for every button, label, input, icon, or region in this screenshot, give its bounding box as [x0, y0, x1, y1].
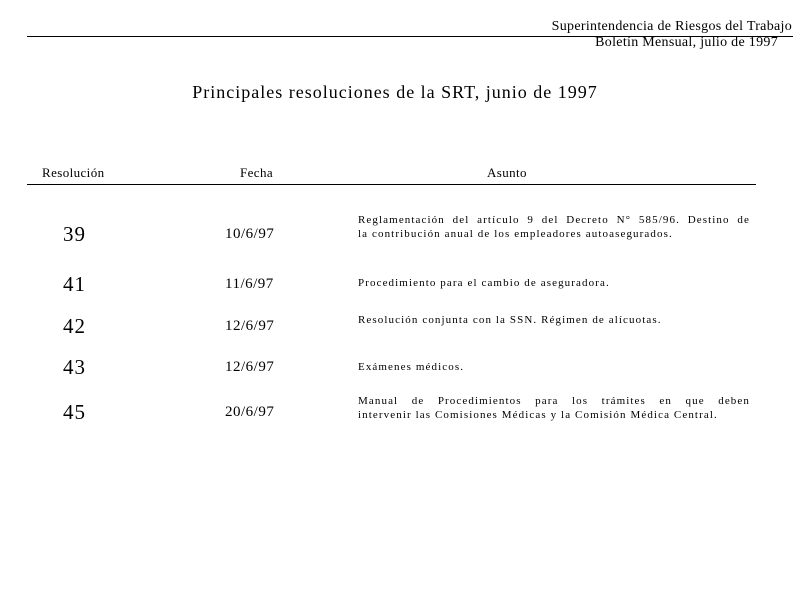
resolution-subject — [358, 394, 750, 422]
resolution-subject-line: Resolución conjunta con la SSN. Régimen de alícuotas. — [358, 314, 662, 326]
header-bulletin: Boletín Mensual, julio de 1997 — [595, 35, 778, 50]
resolution-date: 10/6/97 — [225, 226, 275, 242]
column-header-asunto: Asunto — [487, 165, 527, 180]
header-organization: Superintendencia de Riesgos del Trabajo — [551, 19, 792, 34]
table-header-divider — [27, 184, 756, 185]
resolution-date: 20/6/97 — [225, 404, 275, 420]
resolution-subject — [358, 360, 750, 374]
column-header-fecha: Fecha — [240, 165, 274, 180]
resolution-number: 42 — [63, 314, 86, 338]
page-title — [0, 81, 800, 103]
resolution-number: 39 — [63, 222, 86, 246]
resolution-subject — [358, 313, 750, 327]
resolution-subject-line: intervenir las Comisiones Médicas y la Comisión Médica Central. — [358, 409, 718, 421]
resolution-number: 43 — [63, 355, 86, 379]
resolution-date: 12/6/97 — [225, 359, 275, 375]
resolution-subject — [358, 213, 750, 241]
resolution-subject-line: Exámenes médicos. — [358, 361, 465, 373]
resolution-subject — [358, 276, 750, 290]
resolution-subject-line: Procedimiento para el cambio de aseguradora. — [358, 277, 610, 289]
resolution-date: 11/6/97 — [225, 276, 274, 292]
resolution-number: 45 — [63, 400, 86, 424]
resolution-date: 12/6/97 — [225, 318, 275, 334]
resolution-subject-line: Reglamentación del artículo 9 del Decreto N° 585/96. Destino de — [358, 214, 750, 226]
resolution-number: 41 — [63, 272, 86, 296]
page-title-text: Principales resoluciones de la SRT, junio de 1997 — [192, 82, 598, 102]
column-header-resolucion: Resolución — [42, 165, 105, 180]
resolution-subject-line: la contribución anual de los empleadores autoasegurados. — [358, 228, 673, 240]
resolution-subject-line: Manual de Procedimientos para los trámites en que deben — [358, 395, 750, 407]
